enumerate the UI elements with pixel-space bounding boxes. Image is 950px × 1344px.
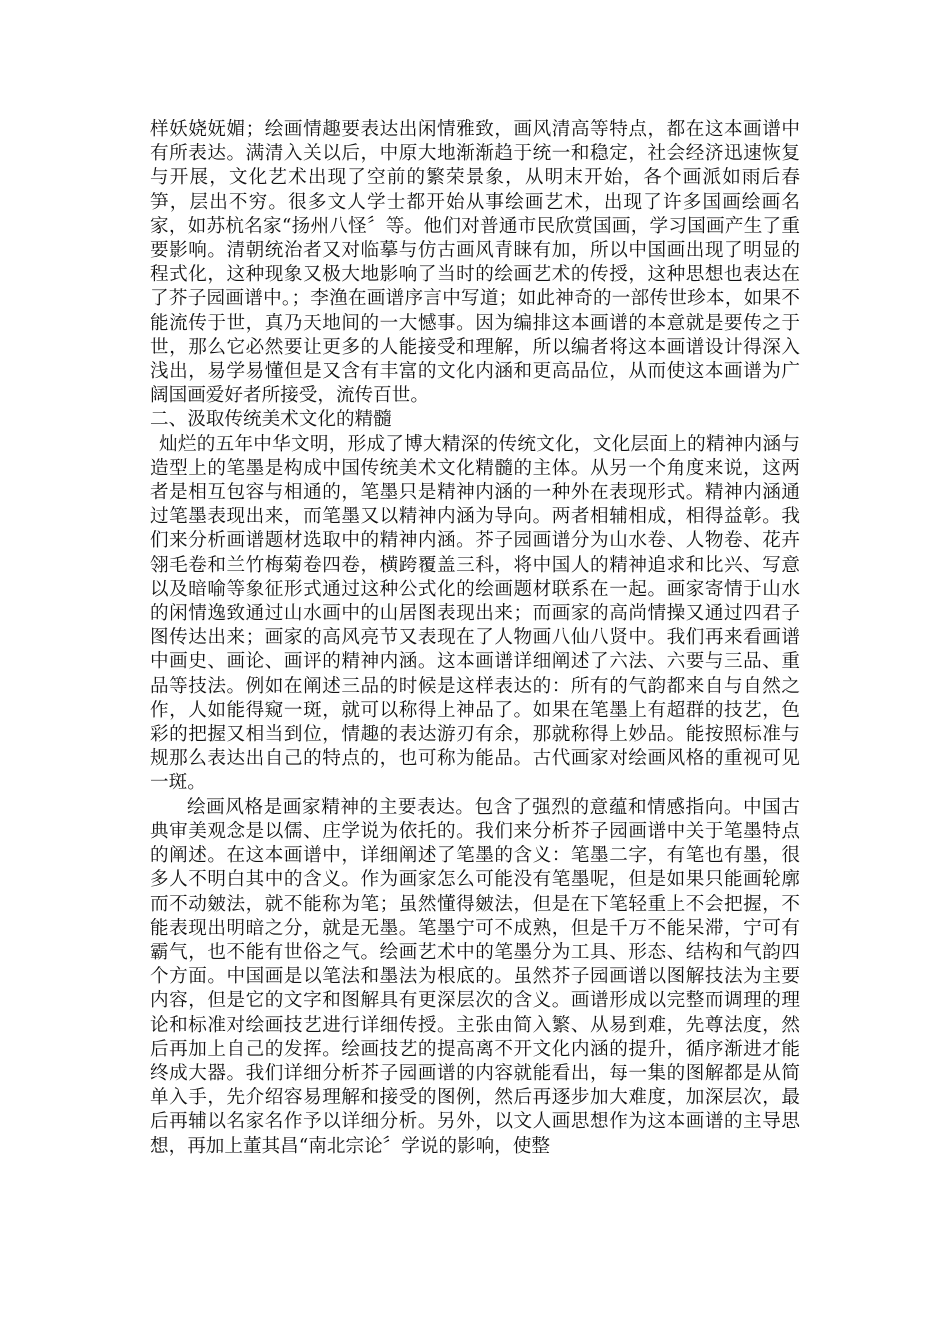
section-heading: 二、汲取传统美术文化的精髓 <box>150 409 392 431</box>
document-body <box>150 118 800 1159</box>
paragraph-spiritual-connotation: 灿烂的五年中华文明，形成了博大精深的传统文化，文化层面上的精神内涵与造型上的笔墨是构成中国传统美术文化精髓的主体。从另一个角度来说，这两者是相互包容与相通的，笔墨只是精神内涵的一种外在表现形式。精神内涵通过笔墨表现出来，而笔墨又以精神内涵为导向。两者相辅相成，相得益彰。我们来分析画谱题材选取中的精神内涵。芥子园画谱分为山水卷、人物卷、花卉翎毛卷和兰竹梅菊卷四卷，横跨覆盖三科，将中国人的精神追求和比兴、写意以及暗喻等象征形式通过这种公式化的绘画题材联系在一起。画家寄情于山水的闲情逸致通过山水画中的山居图表现出来；而画家的高尚情操又通过四君子图传达出来；画家的高风亮节又表现在了人物画八仙八贤中。我们再来看画谱中画史、画论、画评的精神内涵。这本画谱详细阐述了六法、六要与三品、重品等技法。例如在阐述三品的时候是这样表达的：所有的气韵都来自与自然之作，人如能得窥一斑，就可以称得上神品了。如果在笔墨上有超群的技艺，色彩的把握又相当到位，情趣的表达游刃有余，那就称得上妙品。能按照标准与规那么表达出自己的特点的，也可称为能品。古代画家对绘画风格的重视可见一斑。 <box>150 433 800 794</box>
paragraph-continuation: 样妖娆妩媚；绘画情趣要表达出闲情雅致，画风清高等特点，都在这本画谱中有所表达。满清入关以后，中原大地渐渐趋于统一和稳定，社会经济迅速恢复与开展，文化艺术出现了空前的繁荣景象，从明末开始，各个画派如雨后春笋，层出不穷。很多文人学士都开始从事绘画艺术，出现了许多国画绘画名家，如苏杭名家“扬州八怪〞等。他们对普通市民欣赏国画，学习国画产生了重要影响。清朝统治者又对临摹与仿古画风青睐有加，所以中国画出现了明显的程式化，这种现象又极大地影响了当时的绘画艺术的传授，这种思想也表达在了芥子园画谱中。；李渔在画谱序言中写道；如此神奇的一部传世珍本，如果不能流传于世，真乃天地间的一大憾事。因为编排这本画谱的本意就是要传之于世，那么它必然要让更多的人能接受和理解，所以编者将这本画谱设计得深入浅出，易学易懂但是又含有丰富的文化内涵和更高品位，从而使这本画谱为广阔国画爱好者所接受，流传百世。 <box>150 119 800 407</box>
paragraph-painting-style: 绘画风格是画家精神的主要表达。包含了强烈的意蕴和情感指向。中国古典审美观念是以儒、庄学说为依托的。我们来分析芥子园画谱中关于笔墨特点的阐述。在这本画谱中，详细阐述了笔墨的含义：笔墨二字，有笔也有墨，很多人不明白其中的含义。作为画家怎么可能没有笔墨呢，但是如果只能画轮廓而不动皴法，就不能称为笔；虽然懂得皴法，但是在下笔轻重上不会把握，不能表现出明暗之分，就是无墨。笔墨宁可不成熟，但是千万不能呆滞，宁可有霸气，也不能有世俗之气。绘画艺术中的笔墨分为工具、形态、结构和气韵四个方面。中国画是以笔法和墨法为根底的。虽然芥子园画谱以图解技法为主要内容，但是它的文字和图解具有更深层次的含义。画谱形成以完整而调理的理论和标准对绘画技艺进行详细传授。主张由简入繁、从易到难，先尊法度，然后再加上自己的发挥。绘画技艺的提高离不开文化内涵的提升，循序渐进才能终成大器。我们详细分析芥子园画谱的内容就能看出，每一集的图解都是从简单入手，先介绍容易理解和接受的图例，然后再逐步加大难度，加深层次，最后再辅以名家名作予以详细分析。另外，以文人画思想作为这本画谱的主导思想，再加上董其昌“南北宗论〞学说的影响，使整 <box>150 796 800 1157</box>
